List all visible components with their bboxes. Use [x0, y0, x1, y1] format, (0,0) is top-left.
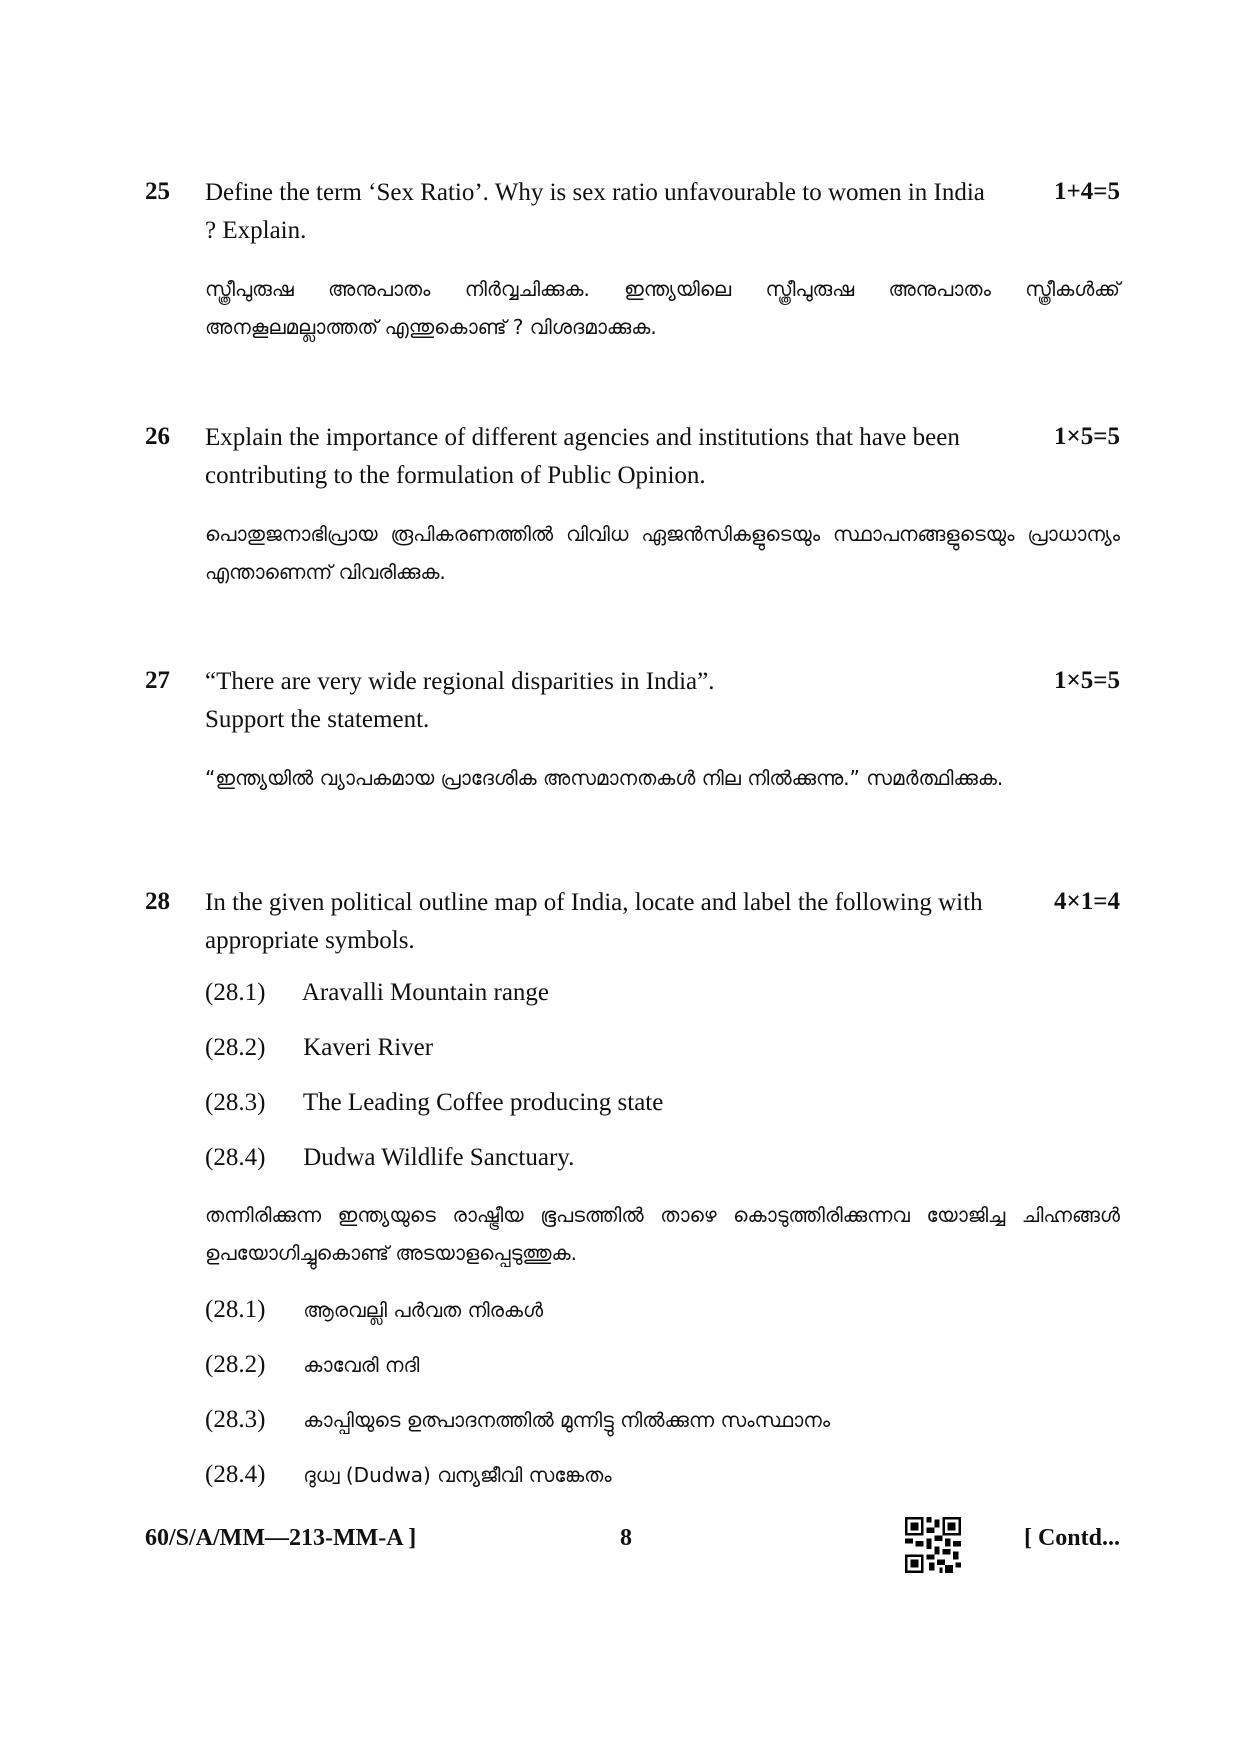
question-text-ml: പൊതുജനാഭിപ്രായ രൂപികരണത്തിൽ വിവിധ ഏജൻസികളുടെയും സ്ഥാപനങ്ങളുടെയും പ്രാധാന്യം എന്താണെന്ന് വിവരിക്കുക. [205, 522, 1120, 584]
item-number: (28.1) [205, 1296, 266, 1323]
item-text: ആരവല്ലി പർവത നിരകൾ [303, 1298, 544, 1322]
list-item [205, 979, 549, 1007]
item-text: കാവേരി നദി [303, 1353, 420, 1377]
item-text: Kaveri River [303, 1034, 434, 1061]
page-footer [145, 1525, 1120, 1565]
item-number: (28.4) [205, 1461, 266, 1488]
question-text-en: Explain the importance of different agencies and institutions that have been contributing to the formulation of Public Opinion. [205, 424, 960, 489]
question-text-ml: സ്ത്രീപുരുഷ അനുപാതം നിർവ്വചിക്കുക. ഇന്ത്യയിലെ സ്ത്രീപുരുഷ അനുപാതം സ്ത്രീകൾക്ക് അനകൂലമല്ലാത്തത് എന്തുകൊണ്ട് ? വിശദമാക്കുക. [205, 277, 1120, 339]
list-item [205, 1144, 574, 1172]
item-text: The Leading Coffee producing state [302, 1089, 664, 1116]
item-text: കാപ്പിയുടെ ഉത്പാദനത്തിൽ മുന്നിട്ടു നിൽക്കുന്ന സംസ്ഥാനം [303, 1408, 831, 1432]
question-marks: 4×1=4 [1054, 888, 1120, 915]
question-number: 27 [145, 667, 170, 694]
question-text-en-line2: Support the statement. [205, 706, 430, 733]
list-item [205, 1034, 433, 1062]
qr-code-icon [905, 1517, 961, 1573]
question-marks: 1×5=5 [1054, 423, 1120, 450]
question-text-en: Define the term ‘Sex Ratio’. Why is sex ratio unfavourable to women in India ? Explain. [205, 179, 985, 244]
question-text-en-line1: “There are very wide regional disparities in India”. [205, 668, 715, 695]
list-item [205, 1351, 419, 1379]
question-text-en: In the given political outline map of India, locate and label the following with appropriate symbols. [205, 889, 983, 954]
item-number: (28.2) [205, 1034, 266, 1061]
list-item [205, 1406, 830, 1434]
item-text: ദുധ്വ (Dudwa) വന്യജീവി സങ്കേതം [303, 1463, 612, 1487]
paper-code: 60/S/A/MM—213-MM-A ] [145, 1525, 417, 1551]
item-number: (28.1) [205, 979, 266, 1006]
list-item [205, 1296, 543, 1324]
item-number: (28.3) [205, 1089, 266, 1116]
list-item [205, 1461, 612, 1489]
question-text-ml: തന്നിരിക്കുന്ന ഇന്ത്യയുടെ രാഷ്ട്രീയ ഭൂപടത്തിൽ താഴെ കൊടുത്തിരിക്കുന്നവ യോജിച്ച ചിഹ്നങ്ങൾ ഉപയോഗിച്ചുകൊണ്ട് അടയാളപ്പെടുത്തുക. [205, 1203, 1120, 1265]
list-item [205, 1089, 663, 1117]
question-marks: 1+4=5 [1054, 178, 1120, 205]
item-text: Dudwa Wildlife Sanctuary. [303, 1144, 575, 1171]
item-number: (28.2) [205, 1351, 266, 1378]
continued-label: [ Contd... [1023, 1525, 1120, 1551]
question-number: 28 [145, 888, 170, 915]
item-number: (28.3) [205, 1406, 266, 1433]
item-number: (28.4) [205, 1144, 266, 1171]
question-number: 26 [145, 423, 170, 450]
page-number: 8 [620, 1525, 632, 1551]
question-text-ml: “ഇന്ത്യയിൽ വ്യാപകമായ പ്രാദേശിക അസമാനതകൾ നില നിൽക്കുന്നു.” സമർത്ഥിക്കുക. [205, 766, 1004, 790]
question-marks: 1×5=5 [1054, 667, 1120, 694]
question-number: 25 [145, 178, 170, 205]
item-text: Aravalli Mountain range [301, 979, 550, 1006]
